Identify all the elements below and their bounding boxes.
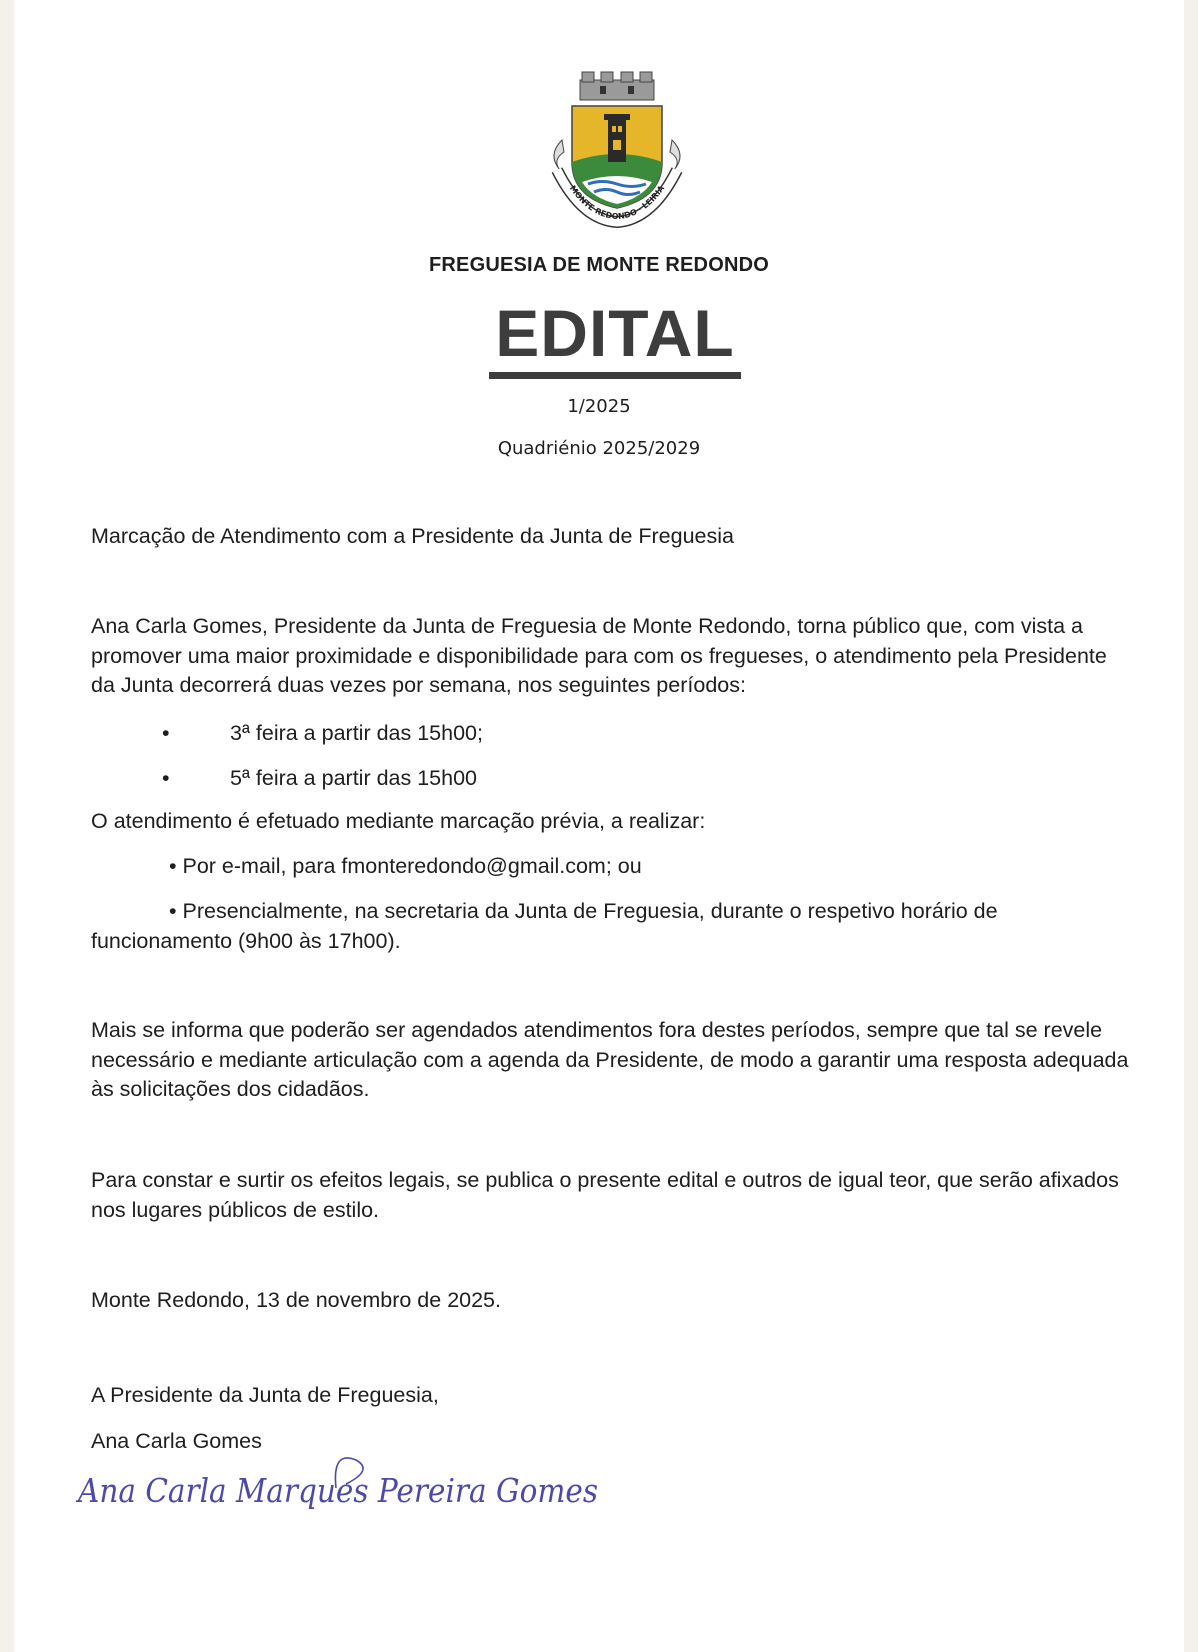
organization-name: FREGUESIA DE MONTE REDONDO xyxy=(428,254,770,276)
intro-paragraph: Ana Carla Gomes, Presidente da Junta de Freguesia de Monte Redondo, torna público que, com vista a promover uma maior proximidade e disponibilidade para com os fregueses, o atendimento pela Presidente da Junta decorrerá duas vezes por semana, nos seguintes períodos: xyxy=(91,614,1107,697)
coat-of-arms-icon xyxy=(542,70,692,230)
schedule-bullet: • xyxy=(162,766,170,790)
additional-info-paragraph: Mais se informa que poderão ser agendados atendimentos fora destes períodos, sempre que tal se revele necessário e mediante articulação com a agenda da Presidente, de modo a garantir uma resposta adequada às solicitações dos cidadãos. xyxy=(91,1018,1129,1101)
document-number: 1/2025 xyxy=(567,396,631,417)
signatory-name: Ana Carla Gomes xyxy=(91,1429,262,1453)
schedule-bullet: • xyxy=(162,721,170,745)
signature-text: Ana Carla Marques Pereira Gomes xyxy=(75,1471,598,1510)
booking-option-in-person: • Presencialmente, na secretaria da Junta de Freguesia, durante o respetivo horário de funcionamento (9h00 às 17h00). xyxy=(91,899,998,953)
closing-line: A Presidente da Junta de Freguesia, xyxy=(91,1383,439,1407)
crest-motto: MONTE REDONDO · LEIRIA xyxy=(567,183,667,222)
booking-option-email: • Por e-mail, para fmonteredondo@gmail.com; ou xyxy=(169,854,642,878)
legal-note-paragraph: Para constar e surtir os efeitos legais, se publica o presente edital e outros de igual teor, que serão afixados nos lugares públicos de estilo. xyxy=(91,1168,1119,1222)
document-title: EDITAL xyxy=(489,296,741,379)
term-period: Quadriénio 2025/2029 xyxy=(497,438,701,459)
document-page xyxy=(14,0,1184,1652)
schedule-item-tuesday: 3ª feira a partir das 15h00; xyxy=(230,721,483,745)
booking-intro: O atendimento é efetuado mediante marcação prévia, a realizar: xyxy=(91,809,706,833)
place-and-date: Monte Redondo, 13 de novembro de 2025. xyxy=(91,1288,501,1312)
handwritten-signature xyxy=(74,1440,634,1530)
subject-line: Marcação de Atendimento com a Presidente da Junta de Freguesia xyxy=(91,524,734,548)
schedule-item-thursday: 5ª feira a partir das 15h00 xyxy=(230,766,477,790)
